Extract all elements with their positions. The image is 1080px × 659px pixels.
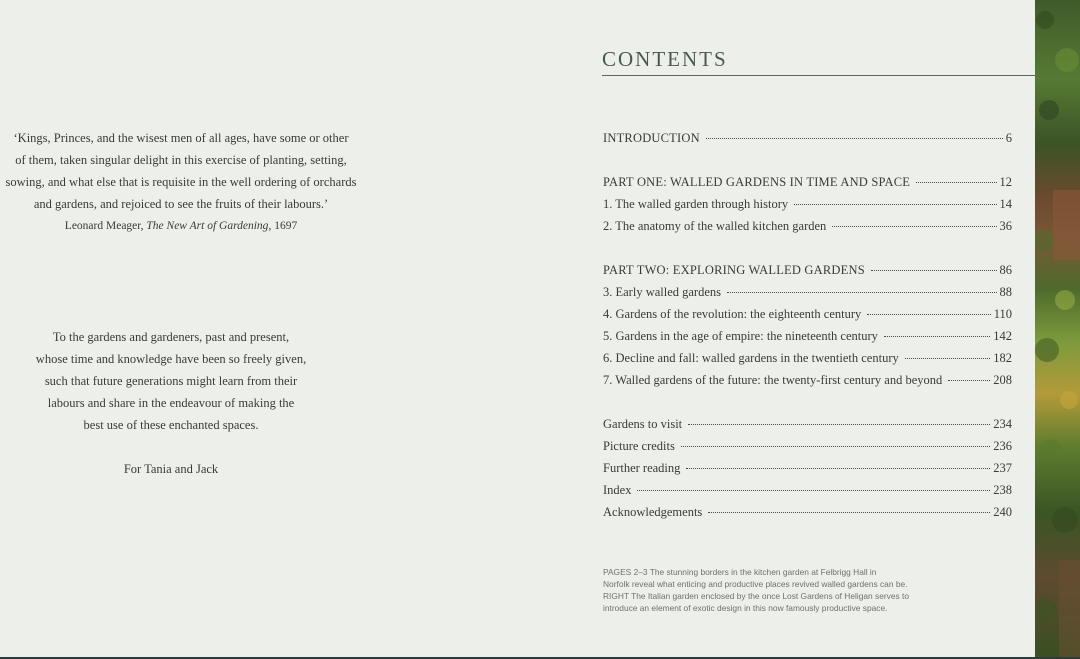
toc-entry-gardens-to-visit[interactable] <box>603 413 1012 435</box>
toc-label: INTRODUCTION <box>603 131 700 145</box>
toc-label: 6. Decline and fall: walled gardens in the twentieth century <box>603 351 899 365</box>
epigraph <box>0 127 382 237</box>
toc-label: Further reading <box>603 461 681 475</box>
epigraph-line: ‘Kings, Princes, and the wisest men of all ages, have some or other <box>13 131 349 145</box>
photo-caption <box>603 566 933 614</box>
toc-entry-index[interactable] <box>603 479 1012 501</box>
toc-leader <box>708 512 990 513</box>
toc-leader <box>688 424 990 425</box>
toc-leader <box>905 358 991 359</box>
toc-leader <box>948 380 990 381</box>
toc-label: Gardens to visit <box>603 417 683 431</box>
toc-entry-part-two[interactable] <box>603 259 1012 281</box>
table-of-contents <box>603 127 1012 523</box>
toc-leader <box>871 270 997 271</box>
dedication-line: best use of these enchanted spaces. <box>83 418 259 432</box>
epigraph-attribution <box>0 215 382 237</box>
toc-entry-chapter-3[interactable] <box>603 281 1012 303</box>
toc-entry-introduction[interactable] <box>603 127 1012 149</box>
toc-entry-further-reading[interactable] <box>603 457 1012 479</box>
toc-page: 240 <box>993 505 1012 519</box>
toc-label: PART TWO: EXPLORING WALLED GARDENS <box>603 263 865 277</box>
toc-entry-picture-credits[interactable] <box>603 435 1012 457</box>
toc-label: 2. The anatomy of the walled kitchen garden <box>603 219 827 233</box>
toc-leader <box>686 468 990 469</box>
toc-entry-acknowledgements[interactable] <box>603 501 1012 523</box>
toc-page: 88 <box>999 285 1012 299</box>
toc-label: 1. The walled garden through history <box>603 197 789 211</box>
caption-line: RIGHT The Italian garden enclosed by the once Lost Gardens of Heligan serves to <box>603 591 910 601</box>
toc-entry-part-one[interactable] <box>603 171 1012 193</box>
toc-label: 5. Gardens in the age of empire: the nineteenth century <box>603 329 878 343</box>
dedication-line: labours and share in the endeavour of making the <box>47 396 295 410</box>
toc-page: 12 <box>999 175 1012 189</box>
toc-leader <box>794 204 996 205</box>
dedication-line: To the gardens and gardeners, past and present, <box>52 330 290 344</box>
toc-label: 4. Gardens of the revolution: the eighteenth century <box>603 307 862 321</box>
toc-leader <box>884 336 990 337</box>
dedication <box>0 326 342 480</box>
toc-page: 36 <box>999 219 1012 233</box>
toc-page: 14 <box>999 197 1012 211</box>
toc-entry-chapter-5[interactable] <box>603 325 1012 347</box>
epigraph-year: , 1697 <box>268 220 298 232</box>
toc-leader <box>681 446 990 447</box>
caption-line: Norfolk reveal what enticing and productive places revived walled gardens can be. <box>603 579 908 589</box>
toc-label: Picture credits <box>603 439 675 453</box>
garden-photo-foliage <box>1035 0 1080 657</box>
toc-page: 237 <box>993 461 1012 475</box>
toc-leader <box>727 292 996 293</box>
dedication-for: For Tania and Jack <box>123 462 219 476</box>
toc-entry-chapter-6[interactable] <box>603 347 1012 369</box>
dedication-line: whose time and knowledge have been so freely given, <box>35 352 307 366</box>
garden-photo <box>1035 0 1080 657</box>
epigraph-author: Leonard Meager, <box>64 220 147 232</box>
toc-entry-chapter-1[interactable] <box>603 193 1012 215</box>
toc-page: 110 <box>993 307 1012 321</box>
toc-page: 6 <box>1005 131 1012 145</box>
toc-label: Index <box>603 483 632 497</box>
toc-page: 208 <box>993 373 1012 387</box>
dedication-line: such that future generations might learn from their <box>44 374 298 388</box>
epigraph-line: of them, taken singular delight in this exercise of planting, setting, <box>15 153 347 167</box>
toc-label: Acknowledgements <box>603 505 703 519</box>
toc-page: 236 <box>993 439 1012 453</box>
toc-leader <box>867 314 990 315</box>
caption-line: introduce an element of exotic design in this now famously productive space. <box>603 603 888 613</box>
toc-leader <box>637 490 990 491</box>
toc-page: 234 <box>993 417 1012 431</box>
epigraph-line: sowing, and what else that is requisite in the well ordering of orchards <box>5 175 357 189</box>
toc-leader <box>706 138 1003 139</box>
toc-leader <box>916 182 996 183</box>
title-rule <box>602 75 1035 76</box>
toc-leader <box>832 226 996 227</box>
toc-entry-chapter-7[interactable] <box>603 369 1012 391</box>
toc-page: 86 <box>999 263 1012 277</box>
toc-label: 3. Early walled gardens <box>603 285 722 299</box>
toc-entry-chapter-2[interactable] <box>603 215 1012 237</box>
toc-label: 7. Walled gardens of the future: the twenty-first century and beyond <box>603 373 943 387</box>
epigraph-book-title: The New Art of Gardening <box>146 220 269 232</box>
toc-entry-chapter-4[interactable] <box>603 303 1012 325</box>
caption-line: PAGES 2–3 The stunning borders in the kitchen garden at Felbrigg Hall in <box>603 567 877 577</box>
contents-title: CONTENTS <box>602 47 728 71</box>
toc-page: 182 <box>993 351 1012 365</box>
toc-page: 238 <box>993 483 1012 497</box>
toc-label: PART ONE: WALLED GARDENS IN TIME AND SPACE <box>603 175 911 189</box>
epigraph-line: and gardens, and rejoiced to see the fruits of their labours.’ <box>33 197 329 211</box>
toc-page: 142 <box>993 329 1012 343</box>
